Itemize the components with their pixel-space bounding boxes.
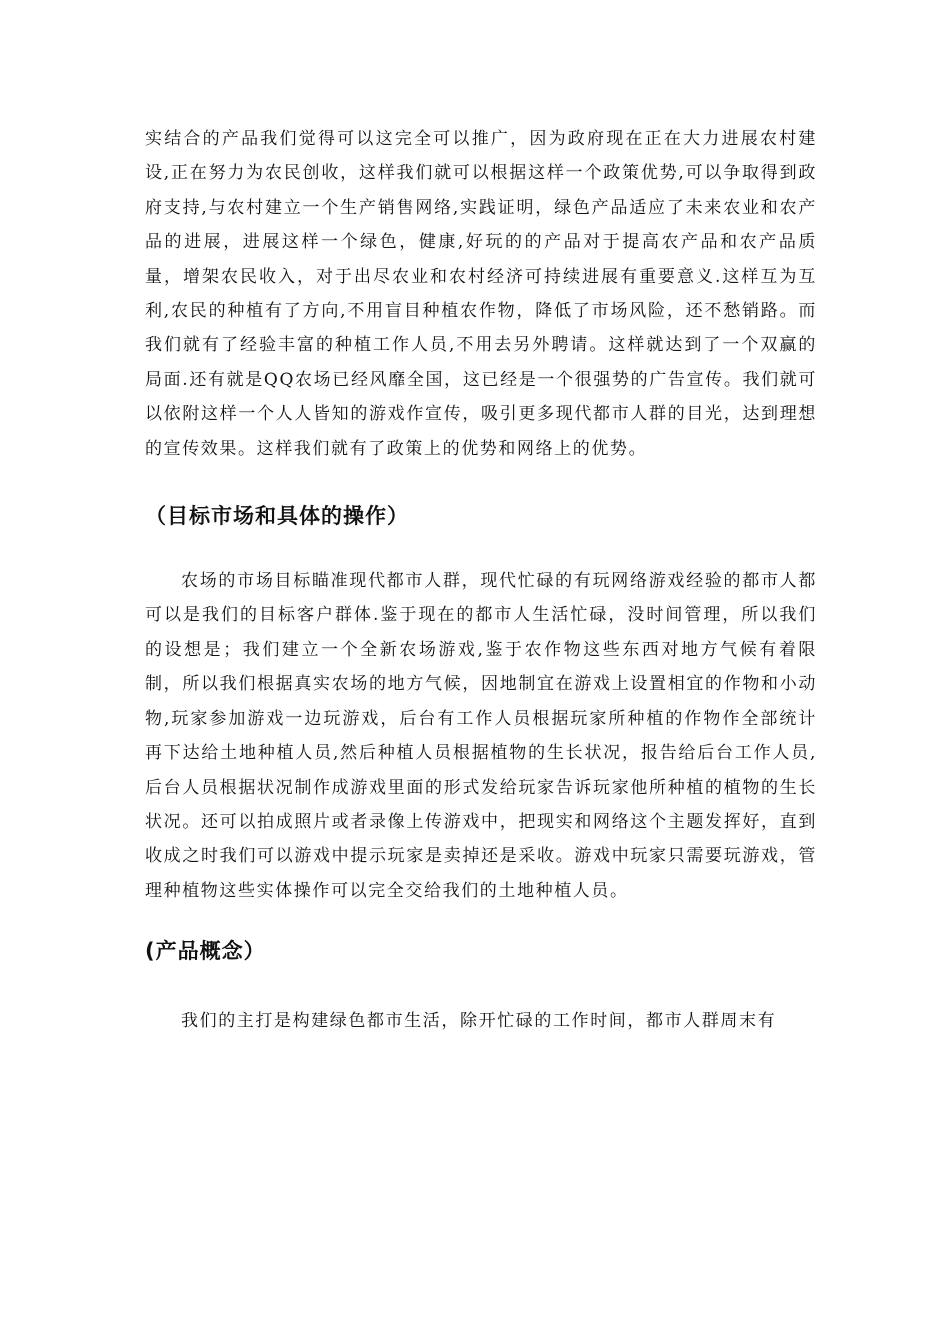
section-heading-target-market: （目标市场和具体的操作）: [145, 504, 409, 529]
body-paragraph: 实结合的产品我们觉得可以这完全可以推广，因为政府现在正在大力进展农村建设,正在努力为农民创收，这样我们就可以根据这样一个政策优势,可以争取得到政府支持,与农村建立一个生产销售网络,实践证明，绿色产品适应了未来农业和农产品的进展，进展这样一个绿色，健康,好玩的的产品对于提高农产品和农产品质量，增架农民收入，对于出尽农业和农村经济可持续进展有重要意义.这样互为互利,农民的种植有了方向,不用盲目种植农作物，降低了市场风险，还不愁销路。而我们就有了经验丰富的种植工作人员,不用去另外聘请。这样就达到了一个双赢的局面.还有就是QQ农场已经风靡全国，这已经是一个很强势的广告宣传。我们就可以依附这样一个人人皆知的游戏作宣传，吸引更多现代都市人群的目光，达到理想的宣传效果。这样我们就有了政策上的优势和网络上的优势。: [145, 129, 817, 459]
section-heading-product-concept: (产品概念）: [145, 939, 266, 964]
body-paragraph: 农场的市场目标瞄准现代都市人群，现代忙碌的有玩网络游戏经验的都市人都可以是我们的目标客户群体.鉴于现在的都市人生活忙碌，没时间管理，所以我们的设想是；我们建立一个全新农场游戏,鉴于农作物这些东西对地方气候有着限制，所以我们根据真实农场的地方气候，因地制宜在游戏上设置相宜的作物和小动物,玩家参加游戏一边玩游戏，后台有工作人员根据玩家所种植的作物作全部统计再下达给土地种植人员,然后种植人员根据植物的生长状况，报告给后台工作人员,后台人员根据状况制作成游戏里面的形式发给玩家告诉玩家他所种植的植物的生长状况。还可以拍成照片或者录像上传游戏中，把现实和网络这个主题发挥好，直到收成之时我们可以游戏中提示玩家是卖掉还是采收。游戏中玩家只需要玩游戏，管理种植物这些实体操作可以完全交给我们的土地种植人员。: [145, 571, 817, 901]
document-body: [145, 122, 817, 1039]
body-paragraph: 我们的主打是构建绿色都市生活，除开忙碌的工作时间，都市人群周末有: [181, 1011, 777, 1032]
